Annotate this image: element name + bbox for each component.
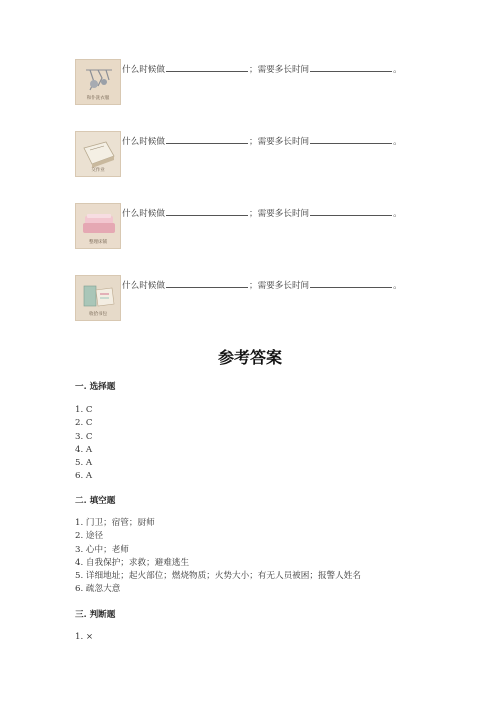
task-suffix: 。 [393,65,402,75]
task-separator: ；需要多长时间 [248,209,310,219]
task-suffix: 。 [393,281,402,291]
list-item: 5. A [75,458,93,469]
true-false-answers-list [75,631,93,644]
task-row-1 [75,59,435,107]
task-question [122,63,402,75]
task-question [122,135,402,147]
list-item: 2. C [75,418,93,429]
answer-key-title: 参考答案 [217,348,282,367]
task-row-4 [75,275,435,323]
task-row-2 [75,131,435,179]
list-item: 1. × [75,632,94,642]
task-question [122,279,402,291]
list-item: 3. C [75,431,93,442]
task-row-3 [75,203,435,251]
thumb-caption: 和仆洗衣服 [86,96,110,101]
task-question [122,207,402,219]
time-blank[interactable] [166,207,248,216]
schoolbag-illustration [75,275,121,321]
task-suffix: 。 [393,209,402,219]
task-separator: ；需要多长时间 [248,65,310,75]
list-item: 2. 途径 [75,531,104,542]
task-separator: ；需要多长时间 [248,137,310,147]
list-item: 3. 心中；老师 [75,544,129,555]
choice-answers-list [75,404,93,484]
thumb-caption: 收拾书包 [89,312,107,317]
list-item: 6. A [75,471,93,482]
task-prefix: 什么时候做 [122,209,165,219]
thumb-caption: 交作业 [91,168,105,173]
list-item: 4. 自我保护；求救；避难逃生 [75,557,190,568]
fill-blank-answers-list [75,517,361,597]
time-blank[interactable] [166,135,248,144]
homework-illustration [75,131,121,177]
task-separator: ；需要多长时间 [248,281,310,291]
list-item: 1. C [75,405,93,415]
time-blank[interactable] [166,279,248,288]
thumb-caption: 整理床铺 [89,240,107,245]
duration-blank[interactable] [310,279,392,288]
section-heading-choice: 一. 选择题 [75,382,116,392]
duration-blank[interactable] [310,135,392,144]
list-item: 4. A [75,444,93,455]
task-prefix: 什么时候做 [122,281,165,291]
list-item: 5. 详细地址；起火部位；燃烧物质；火势大小；有无人员被困；报警人姓名 [75,571,361,582]
task-prefix: 什么时候做 [122,137,165,147]
section-heading-fill-blank: 二. 填空题 [75,496,116,506]
time-blank[interactable] [166,63,248,72]
bedding-illustration [75,203,121,249]
task-suffix: 。 [393,137,402,147]
section-heading-true-false: 三. 判断题 [75,610,116,620]
task-prefix: 什么时候做 [122,65,165,75]
laundry-illustration [75,59,121,105]
duration-blank[interactable] [310,63,392,72]
duration-blank[interactable] [310,207,392,216]
list-item: 1. 门卫；宿管；厨师 [75,518,155,528]
list-item: 6. 疏忽大意 [75,584,121,595]
